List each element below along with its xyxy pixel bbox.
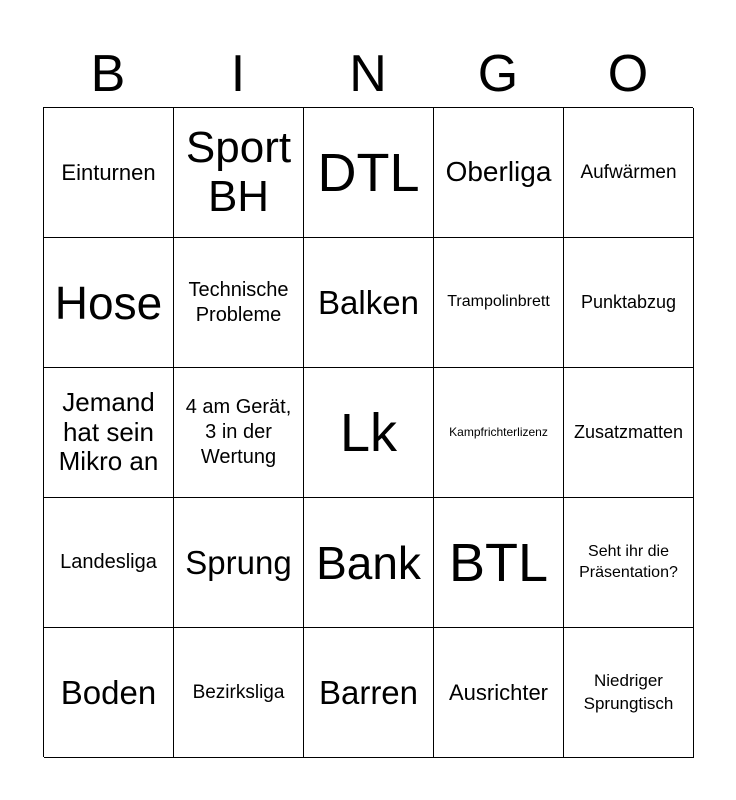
- bingo-cell[interactable]: Ausrichter: [434, 628, 564, 758]
- bingo-cell[interactable]: Jemand hat sein Mikro an: [44, 368, 174, 498]
- bingo-cell[interactable]: Aufwärmen: [564, 108, 694, 238]
- bingo-cell[interactable]: Kampfrichterlizenz: [434, 368, 564, 498]
- bingo-cell[interactable]: 4 am Gerät, 3 in der Wertung: [174, 368, 304, 498]
- bingo-board: [43, 107, 693, 757]
- bingo-cell[interactable]: Sport BH: [174, 108, 304, 238]
- header-letter-g: G: [477, 45, 519, 103]
- header-letter-o: O: [607, 45, 649, 103]
- bingo-cell[interactable]: Oberliga: [434, 108, 564, 238]
- bingo-header: [43, 40, 693, 108]
- bingo-cell[interactable]: Seht ihr die Präsentation?: [564, 498, 694, 628]
- bingo-cell[interactable]: Landesliga: [44, 498, 174, 628]
- bingo-cell[interactable]: Balken: [304, 238, 434, 368]
- bingo-cell[interactable]: Sprung: [174, 498, 304, 628]
- bingo-cell[interactable]: Barren: [304, 628, 434, 758]
- bingo-cell[interactable]: Boden: [44, 628, 174, 758]
- bingo-cell[interactable]: Bezirksliga: [174, 628, 304, 758]
- bingo-cell[interactable]: Hose: [44, 238, 174, 368]
- header-letter-n: N: [349, 45, 387, 103]
- bingo-cell[interactable]: BTL: [434, 498, 564, 628]
- bingo-cell[interactable]: Trampolinbrett: [434, 238, 564, 368]
- header-letter-b: B: [90, 45, 126, 103]
- bingo-cell[interactable]: Zusatzmatten: [564, 368, 694, 498]
- bingo-cell[interactable]: DTL: [304, 108, 434, 238]
- bingo-cell[interactable]: Bank: [304, 498, 434, 628]
- bingo-cell[interactable]: Technische Probleme: [174, 238, 304, 368]
- bingo-cell[interactable]: Niedriger Sprungtisch: [564, 628, 694, 758]
- bingo-cell[interactable]: Punktabzug: [564, 238, 694, 368]
- bingo-cell[interactable]: Lk: [304, 368, 434, 498]
- header-letter-i: I: [230, 45, 246, 103]
- bingo-cell[interactable]: Einturnen: [44, 108, 174, 238]
